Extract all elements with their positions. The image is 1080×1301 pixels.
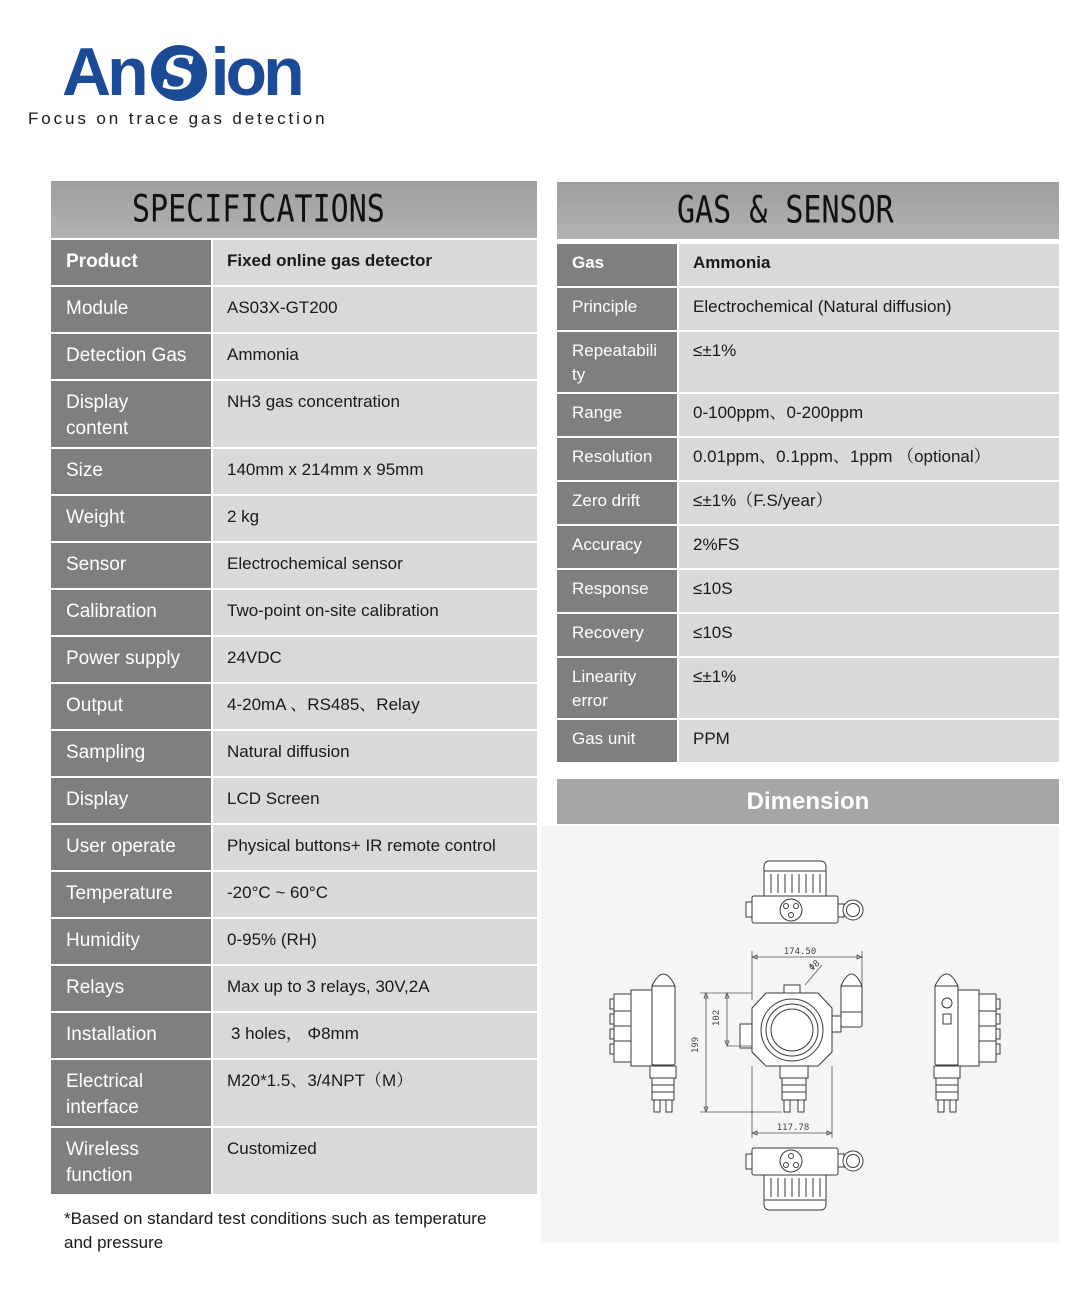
spec-label: Display [51, 778, 211, 823]
specifications-header [51, 181, 537, 238]
gas-row-response [557, 570, 1059, 612]
gas-row-accuracy [557, 526, 1059, 568]
gas-value: ≤10S [679, 614, 1059, 656]
spec-label: Display content [51, 381, 211, 447]
spec-label: User operate [51, 825, 211, 870]
gas-value: ≤±1% [679, 332, 1059, 392]
gas-value: Electrochemical (Natural diffusion) [679, 288, 1059, 330]
spec-label: Calibration [51, 590, 211, 635]
spec-row-weight [51, 496, 537, 541]
spec-value: 3 holes， Φ8mm [213, 1013, 537, 1058]
spec-label: Output [51, 684, 211, 729]
spec-row-installation [51, 1013, 537, 1058]
specifications-title: SPECIFICATIONS [132, 187, 385, 232]
spec-value: Fixed online gas detector [213, 240, 537, 285]
dimension-header: Dimension [557, 779, 1059, 824]
spec-label: Weight [51, 496, 211, 541]
spec-label: Module [51, 287, 211, 332]
spec-value: Electrochemical sensor [213, 543, 537, 588]
spec-value: 0-95% (RH) [213, 919, 537, 964]
spec-label: Humidity [51, 919, 211, 964]
brand-tagline: Focus on trace gas detection [28, 109, 328, 128]
spec-row-module [51, 287, 537, 332]
spec-row-wireless-function [51, 1128, 537, 1194]
gas-value: PPM [679, 720, 1059, 762]
gas-row-zero-drift [557, 482, 1059, 524]
gas-row-recovery [557, 614, 1059, 656]
dimension-label-hole-diameter: Φ8 [807, 958, 823, 974]
spec-row-temperature [51, 872, 537, 917]
specifications-table [51, 181, 537, 1194]
gas-value: 0-100ppm、0-200ppm [679, 394, 1059, 436]
spec-value: Customized [213, 1128, 537, 1194]
spec-value: 140mm x 214mm x 95mm [213, 449, 537, 494]
gas-row-gas-unit [557, 720, 1059, 762]
spec-label: Product [51, 240, 211, 285]
spec-row-sensor [51, 543, 537, 588]
dimension-label-overall-width: 174.50 [783, 947, 817, 957]
gas-label: Recovery [557, 614, 677, 656]
gas-sensor-header [557, 182, 1059, 239]
gas-label: Gas unit [557, 720, 677, 762]
gas-row-resolution [557, 438, 1059, 480]
spec-value: AS03X-GT200 [213, 287, 537, 332]
detector-bottom-view [746, 1148, 863, 1210]
gas-value: ≤±1% [679, 658, 1059, 718]
detector-left-side-view [610, 974, 676, 1112]
spec-row-relays [51, 966, 537, 1011]
dimension-label-height-199: 199 [691, 1036, 701, 1054]
gas-sensor-table [557, 182, 1059, 762]
spec-value: Two-point on-site calibration [213, 590, 537, 635]
spec-row-user-operate [51, 825, 537, 870]
logo-text-prefix: An [62, 34, 145, 110]
gas-row-principle [557, 288, 1059, 330]
spec-value: NH3 gas concentration [213, 381, 537, 447]
gas-label: Principle [557, 288, 677, 330]
specifications-rows [51, 240, 537, 1194]
spec-value: -20°C ~ 60°C [213, 872, 537, 917]
spec-value: Ammonia [213, 334, 537, 379]
dimension-label-height-102: 102 [712, 1009, 722, 1027]
spec-label: Power supply [51, 637, 211, 682]
brand-logo [62, 34, 301, 110]
gas-row-range [557, 394, 1059, 436]
spec-label: Sensor [51, 543, 211, 588]
gas-value: 2%FS [679, 526, 1059, 568]
gas-label: Linearity error [557, 658, 677, 718]
spec-label: Electrical interface [51, 1060, 211, 1126]
spec-row-display [51, 778, 537, 823]
spec-value: LCD Screen [213, 778, 537, 823]
spec-value: 24VDC [213, 637, 537, 682]
spec-row-detection-gas [51, 334, 537, 379]
spec-value: Max up to 3 relays, 30V,2A [213, 966, 537, 1011]
spec-label: Wireless function [51, 1128, 211, 1194]
spec-label: Installation [51, 1013, 211, 1058]
spec-value: 4-20mA 、RS485、Relay [213, 684, 537, 729]
gas-value: ≤10S [679, 570, 1059, 612]
spec-row-humidity [51, 919, 537, 964]
spec-value: M20*1.5、3/4NPT（M） [213, 1060, 537, 1126]
dimension-panel [541, 826, 1059, 1243]
detector-top-view [746, 861, 863, 923]
spec-label: Sampling [51, 731, 211, 776]
gas-sensor-title: GAS & SENSOR [677, 188, 894, 233]
side-view-display-detail [942, 998, 952, 1008]
gas-label: Range [557, 394, 677, 436]
gas-row-gas [557, 244, 1059, 286]
detector-right-side-view [934, 974, 1000, 1112]
gas-label: Zero drift [557, 482, 677, 524]
gas-label: Repeatability [557, 332, 677, 392]
spec-row-calibration [51, 590, 537, 635]
gas-row-repeatability [557, 332, 1059, 392]
detector-front-view [740, 974, 862, 1112]
side-view-port-detail [943, 1014, 951, 1024]
spec-row-display-content [51, 381, 537, 447]
logo-text-suffix: ion [210, 34, 301, 110]
gas-label: Accuracy [557, 526, 677, 568]
gas-value: Ammonia [679, 244, 1059, 286]
spec-row-size [51, 449, 537, 494]
spec-row-output [51, 684, 537, 729]
logo-s-mark-icon: S [151, 45, 207, 101]
spec-label: Size [51, 449, 211, 494]
spec-value: Physical buttons+ IR remote control [213, 825, 537, 870]
spec-row-power-supply [51, 637, 537, 682]
spec-label: Relays [51, 966, 211, 1011]
gas-label: Gas [557, 244, 677, 286]
dimension-label-bottom-width: 117.78 [776, 1123, 810, 1133]
gas-label: Response [557, 570, 677, 612]
spec-row-sampling [51, 731, 537, 776]
gas-row-linearity-error [557, 658, 1059, 718]
spec-row-electrical-interface [51, 1060, 537, 1126]
spec-label: Detection Gas [51, 334, 211, 379]
gas-value: ≤±1%（F.S/year） [679, 482, 1059, 524]
spec-value: 2 kg [213, 496, 537, 541]
dimension-drawing [541, 826, 1059, 1243]
gas-label: Resolution [557, 438, 677, 480]
spec-row-product [51, 240, 537, 285]
footnote: *Based on standard test conditions such as temperature and pressure [64, 1209, 487, 1252]
spec-value: Natural diffusion [213, 731, 537, 776]
spec-label: Temperature [51, 872, 211, 917]
gas-value: 0.01ppm、0.1ppm、1ppm （optional） [679, 438, 1059, 480]
gas-sensor-rows [557, 244, 1059, 762]
